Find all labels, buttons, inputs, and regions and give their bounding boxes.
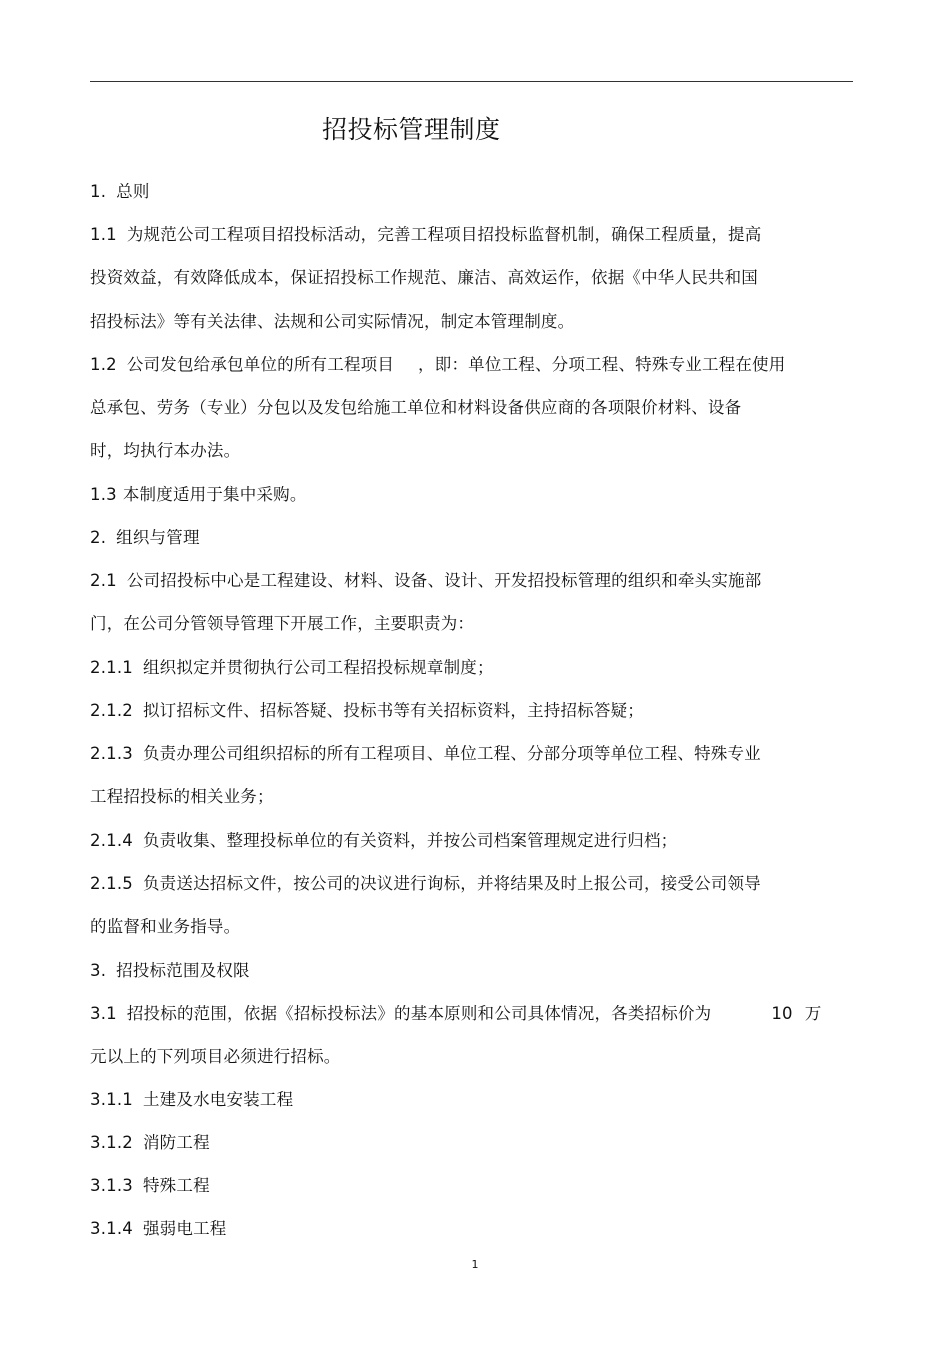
clause-number: 2.1.5 [90,874,133,893]
clause-3-1-2 [90,1132,210,1154]
clause-number: 3.1.1 [90,1090,133,1109]
clause-2-1-3-line-2: 工程招投标的相关业务； [90,787,274,806]
clause-text: 负责送达招标文件，按公司的决议进行询标，并将结果及时上报公司，接受公司领导 [142,874,761,893]
clause-number: 3.1.3 [90,1176,133,1195]
section-title: 总则 [116,182,150,201]
clause-text: 负责收集、整理投标单位的有关资料，并按公司档案管理规定进行归档； [142,831,678,850]
clause-number: 2.1.4 [90,831,133,850]
clause-text: 负责办理公司组织招标的所有工程项目、单位工程、分部分项等单位工程、特殊专业 [142,744,761,763]
amount-unit: 万 [804,1004,822,1023]
clause-2-1-5-line-2: 的监督和业务指导。 [90,917,241,936]
clause-3-1-1 [90,1089,293,1111]
section-title: 组织与管理 [116,528,200,547]
clause-text: 本制度适用于集中采购。 [122,485,307,504]
clause-3-1-4 [90,1218,226,1240]
clause-2-1-4 [90,830,677,852]
section-3-heading [90,960,250,982]
document-title: 招投标管理制度 [322,115,501,144]
clause-number: 2.1.1 [90,658,133,677]
clause-text: 公司发包给承包单位的所有工程项目 [126,355,395,374]
clause-1-1-line-2: 投资效益，有效降低成本，保证招投标工作规范、廉洁、高效运作，依据《中华人民共和国 [90,268,758,287]
clause-2-1-line-2: 门，在公司分管领导管理下开展工作，主要职责为： [90,614,475,633]
page-number: 1 [471,1258,479,1271]
clause-1-1-line-3: 招投标法》等有关法律、法规和公司实际情况，制定本管理制度。 [90,312,575,331]
clause-text: 招投标的范围，依据《招标投标法》的基本原则和公司具体情况，各类招标价为 [126,1004,712,1023]
section-2-heading [90,527,200,549]
clause-1-2-line-3: 时，均执行本办法。 [90,441,241,460]
clause-2-1-2 [90,700,644,722]
clause-text: 消防工程 [142,1133,210,1152]
clause-1-1-line-1 [90,224,761,246]
amount-value: 10 [771,1004,793,1023]
clause-number: 1.3 [90,485,117,504]
clause-2-1-line-1 [90,570,761,592]
clause-3-1-line-1 [90,1003,821,1025]
clause-1-3 [90,484,307,506]
section-number: 1. [90,182,107,201]
clause-text: 公司招投标中心是工程建设、材料、设备、设计、开发招投标管理的组织和牵头实施部 [126,571,762,590]
clause-2-1-1 [90,657,494,679]
clause-text: 特殊工程 [142,1176,210,1195]
clause-number: 2.1.2 [90,701,133,720]
clause-3-1-line-2: 元以上的下列项目必须进行招标。 [90,1047,341,1066]
clause-number: 3.1.4 [90,1219,133,1238]
clause-number: 1.2 [90,355,117,374]
clause-text: 强弱电工程 [142,1219,227,1238]
clause-text-continued: ，即：单位工程、分项工程、特殊专业工程在使用 [418,355,786,374]
clause-text: 土建及水电安装工程 [142,1090,294,1109]
header-rule [90,81,853,82]
section-number: 2. [90,528,107,547]
clause-1-2-line-2: 总承包、劳务（专业）分包以及发包给施工单位和材料设备供应商的各项限价材料、设备 [90,398,742,417]
clause-text: 拟订招标文件、招标答疑、投标书等有关招标资料，主持招标答疑； [142,701,644,720]
section-1-heading [90,181,150,203]
clause-number: 2.1 [90,571,117,590]
clause-number: 3.1 [90,1004,117,1023]
clause-2-1-5-line-1 [90,873,761,895]
clause-number: 3.1.2 [90,1133,133,1152]
section-title: 招投标范围及权限 [116,961,250,980]
section-number: 3. [90,961,107,980]
clause-1-2-line-1 [90,354,785,376]
clause-3-1-3 [90,1175,210,1197]
clause-number: 1.1 [90,225,117,244]
clause-text: 组织拟定并贯彻执行公司工程招投标规章制度； [142,658,494,677]
clause-number: 2.1.3 [90,744,133,763]
clause-text: 为规范公司工程项目招投标活动，完善工程项目招投标监督机制，确保工程质量，提高 [126,225,762,244]
clause-2-1-3-line-1 [90,743,761,765]
